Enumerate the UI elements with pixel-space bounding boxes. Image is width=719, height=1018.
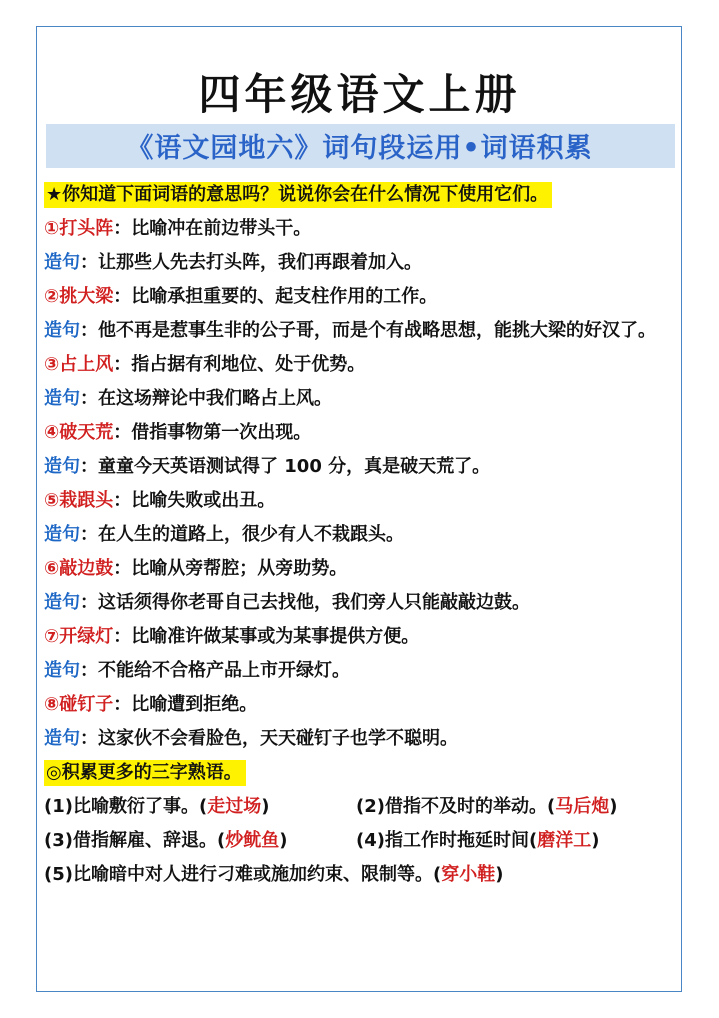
example: ：在这场辩论中我们略占上风。 bbox=[80, 388, 332, 409]
more-answer: 磨洋工 bbox=[537, 830, 592, 851]
example-label: 造句 bbox=[44, 320, 80, 341]
more-answer: 走过场 bbox=[207, 796, 262, 817]
meaning: ：比喻遭到拒绝。 bbox=[113, 694, 258, 715]
term-line bbox=[44, 552, 680, 586]
term-line bbox=[44, 620, 680, 654]
example-label: 造句 bbox=[44, 728, 80, 749]
meaning: ：借指事物第一次出现。 bbox=[113, 422, 312, 443]
term-line bbox=[44, 416, 680, 450]
term: ⑤栽跟头 bbox=[44, 490, 114, 511]
example-line bbox=[44, 722, 680, 756]
term: ①打头阵 bbox=[44, 218, 114, 239]
more-row bbox=[44, 824, 680, 858]
example-label: 造句 bbox=[44, 660, 80, 681]
meaning: ：比喻冲在前边带头干。 bbox=[113, 218, 312, 239]
example: ：童童今天英语测试得了 100 分，真是破天荒了。 bbox=[80, 456, 491, 477]
term-line bbox=[44, 212, 680, 246]
example-label: 造句 bbox=[44, 252, 80, 273]
more-item bbox=[356, 790, 617, 824]
meaning: ：比喻准许做某事或为某事提供方便。 bbox=[113, 626, 420, 647]
term: ⑦开绿灯 bbox=[44, 626, 114, 647]
more-answer: 炒鱿鱼 bbox=[225, 830, 280, 851]
more-heading-line bbox=[44, 756, 680, 790]
meaning: ：比喻从旁帮腔；从旁助势。 bbox=[113, 558, 348, 579]
more-heading: ◎积累更多的三字熟语。 bbox=[44, 760, 246, 786]
term-line bbox=[44, 348, 680, 382]
more-item bbox=[44, 790, 356, 824]
term: ④破天荒 bbox=[44, 422, 114, 443]
term: ⑥敲边鼓 bbox=[44, 558, 114, 579]
prompt-line bbox=[44, 178, 680, 212]
example: ：不能给不合格产品上市开绿灯。 bbox=[80, 660, 350, 681]
meaning: ：比喻承担重要的、起支柱作用的工作。 bbox=[113, 286, 438, 307]
example: ：在人生的道路上，很少有人不栽跟头。 bbox=[80, 524, 404, 545]
example-line bbox=[44, 518, 680, 552]
more-prefix: (1)比喻敷衍了事。( bbox=[44, 796, 208, 817]
more-suffix: ) bbox=[609, 796, 618, 817]
more-prefix: (4)指工作时拖延时间( bbox=[356, 830, 538, 851]
example: ：让那些人先去打头阵，我们再跟着加入。 bbox=[80, 252, 422, 273]
example-line bbox=[44, 586, 680, 620]
meaning: ：比喻失败或出丑。 bbox=[113, 490, 276, 511]
more-answer: 马后炮 bbox=[555, 796, 610, 817]
example: ：这话须得你老哥自己去找他，我们旁人只能敲敲边鼓。 bbox=[80, 592, 530, 613]
more-suffix: ) bbox=[279, 830, 288, 851]
term-line bbox=[44, 688, 680, 722]
example-line bbox=[44, 314, 680, 348]
example: ：他不再是惹事生非的公子哥，而是个有战略思想，能挑大梁的好汉了。 bbox=[80, 320, 656, 341]
term: ⑧碰钉子 bbox=[44, 694, 114, 715]
example-label: 造句 bbox=[44, 592, 80, 613]
more-suffix: ) bbox=[591, 830, 600, 851]
more-row bbox=[44, 790, 680, 824]
more-suffix: ) bbox=[261, 796, 270, 817]
more-prefix: (2)借指不及时的举动。( bbox=[356, 796, 556, 817]
example: ：这家伙不会看脸色，天天碰钉子也学不聪明。 bbox=[80, 728, 458, 749]
example-label: 造句 bbox=[44, 388, 80, 409]
example-line bbox=[44, 450, 680, 484]
term-line bbox=[44, 280, 680, 314]
prompt-text: ★你知道下面词语的意思吗？说说你会在什么情况下使用它们。 bbox=[44, 182, 552, 208]
term: ③占上风 bbox=[44, 354, 114, 375]
more-item bbox=[356, 824, 599, 858]
page-title: 四年级语文上册 bbox=[198, 70, 521, 119]
more-suffix: ) bbox=[495, 864, 504, 885]
more-prefix: (3)借指解雇、辞退。( bbox=[44, 830, 226, 851]
content bbox=[44, 178, 680, 892]
example-line bbox=[44, 382, 680, 416]
more-answer: 穿小鞋 bbox=[441, 864, 496, 885]
meaning: ：指占据有利地位、处于优势。 bbox=[113, 354, 366, 375]
page-subtitle: 《语文园地六》词句段运用•词语积累 bbox=[126, 133, 593, 164]
term: ②挑大梁 bbox=[44, 286, 114, 307]
example-label: 造句 bbox=[44, 456, 80, 477]
example-label: 造句 bbox=[44, 524, 80, 545]
term-line bbox=[44, 484, 680, 518]
more-item bbox=[44, 824, 356, 858]
example-line bbox=[44, 246, 680, 280]
more-item bbox=[44, 858, 680, 892]
more-prefix: (5)比喻暗中对人进行刁难或施加约束、限制等。( bbox=[44, 864, 442, 885]
example-line bbox=[44, 654, 680, 688]
